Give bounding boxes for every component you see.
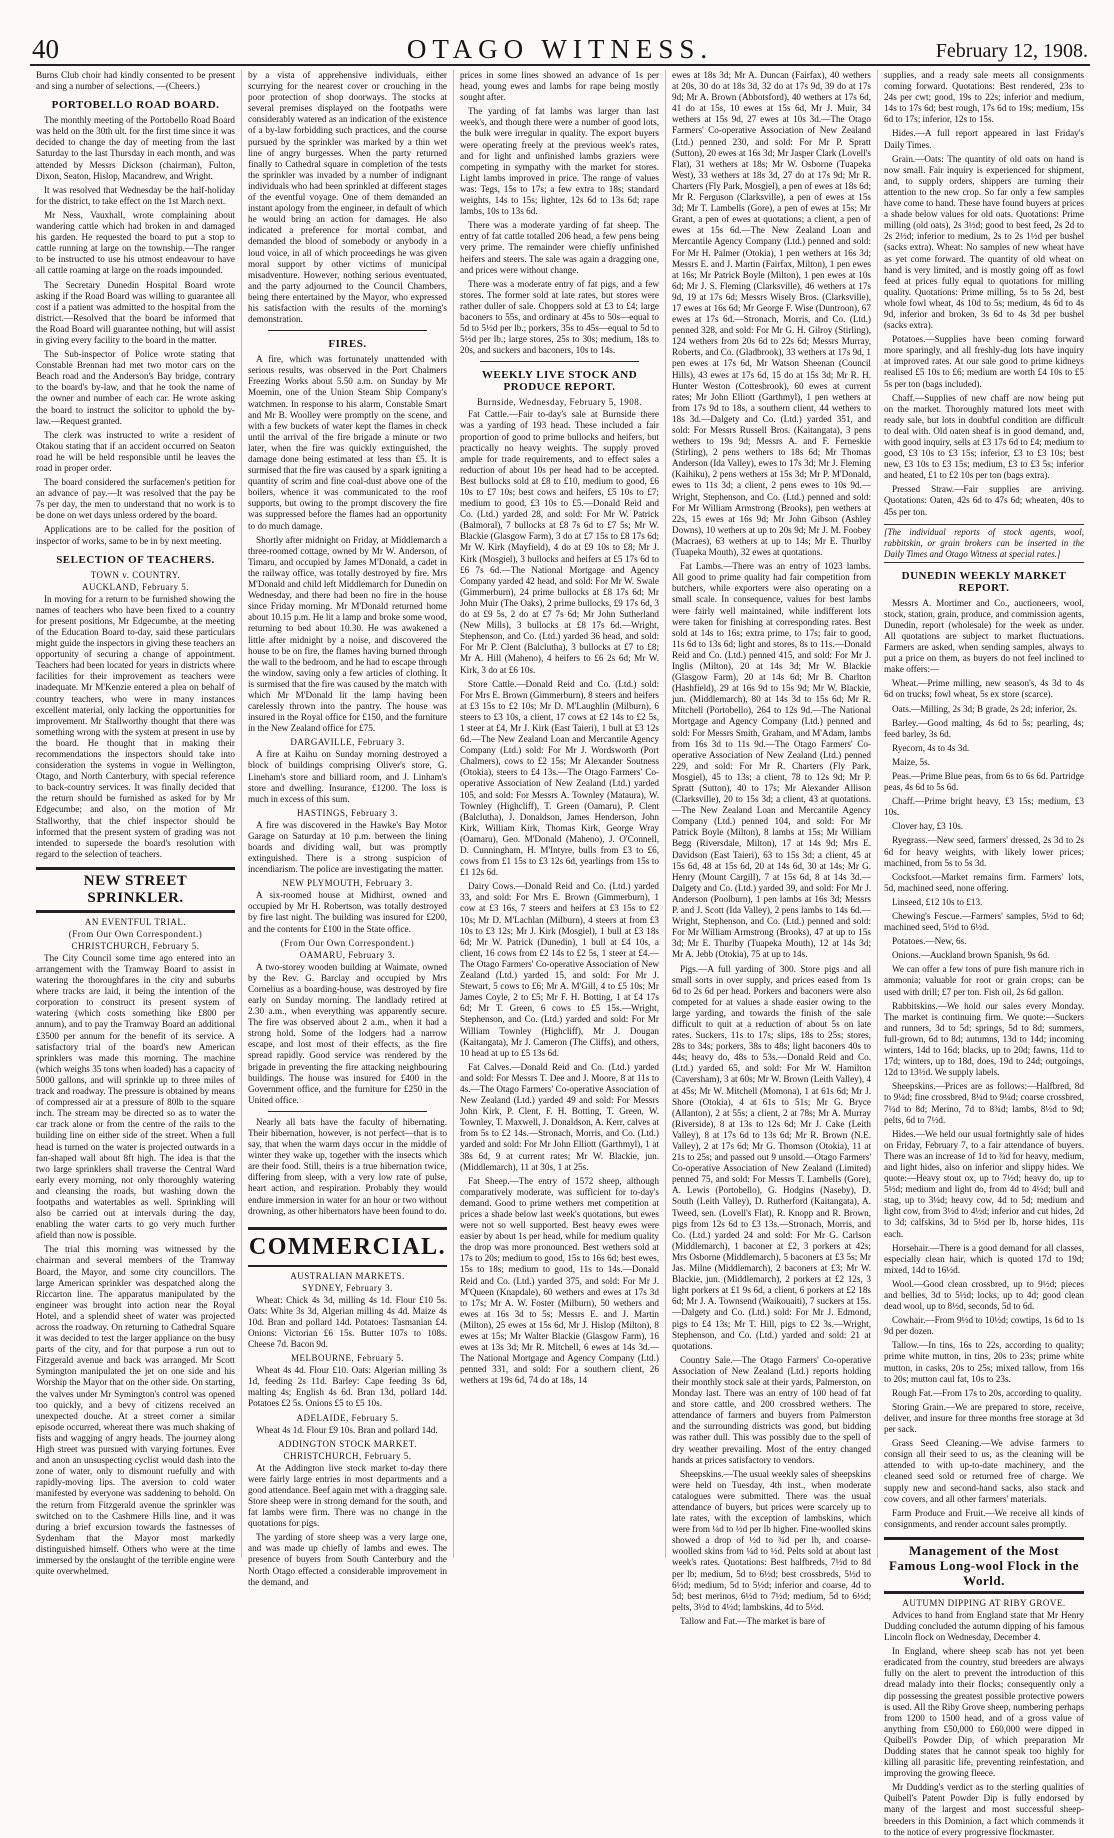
divider [268, 330, 427, 331]
article-text: Ryegrass.—New seed, farmers' dressed, 2s 3d to 2s 6d for heavy weights, with likely lower prices; machined, from 5s to 5s 3d. [884, 835, 1084, 868]
article-text: We can offer a few tons of pure fish manure rich in ammonia; valuable for root or grain crops; can be used with drill; £7 per ton. Fish oil, 2s 6d gallon. [884, 964, 1084, 997]
article-text: Sheepskins.—The usual weekly sales of sheepskins were held on Tuesday, 4th inst., when moderate catalogues were submitted. There was the usual attendance of buyers, but prices were scarcely up to late rates, with the exception of lambskins, which were from ¼d to ½d per lb higher. Fine-woolled skins showed a drop of ½d to ¾d per lb, and coarse-woolled skins from ¼d to ½d. Pelts sold at about last week's rates. Quotations: Best halfbreds, 7½d to 8d per lb; medium, 5d to 6½d; best crossbreds, 5½d to 6½d; medium, 5d to 5½d; inferior and coarse, 4d to 5d; best merinos, 6½d to 7½d; medium, 5d to 6½d; pelts, 3½d to 4½d; lambskins, 4d to 5½d. [672, 1468, 871, 1612]
article-text: Fat Sheep.—The entry of 1572 sheep, although comparatively moderate, was sufficient for to-day's demand. Good to prime wethers met competition at prices a shade below last week's quotations, but ewes were not so well supported. Best heavy ewes were easier by about 1s per head, while for medium quality the drop was more pronounced. Best wethers sold at 17s to 20s; medium to good, 15s to 16s 6d; best ewes, 15s to 18s; medium to good, 11s to 14s.—Donald Reid and Co. (Ltd.) yarded 375, and sold: For Mr J. M'Queen (Knapdale), 60 wethers and ewes at 17s 3d to 17s; Mr A. W. Foster (Milburn), 50 wethers and ewes at 16s 3d to 5s; Messrs E. and J. Martin (Milton), 25 ewes at 15s 6d, Mr J. Hislop (Milton), 8 ewes at 15s; Mr Walter Blackie (Glasgow Farm), 16 ewes at 13s 3d; Mr R. Mitchell, 6 ewes at 14s 3d.—The National Mortgage and Agency Company (Ltd.) penned 331, and sold: For a southern client, 26 wethers at 19s 6d, 74 do at 18s, 14 [460, 1175, 659, 1386]
special-rates-notice: [The individual reports of stock agents, wool, rabbitskin, or grain brokers can be inserted in the Daily Times and Otago Witness at special rates.] [884, 524, 1084, 563]
article-text: Ryecorn, 4s to 4s 3d. [892, 742, 970, 753]
article-text: The monthly meeting of the Portobello Road Board was held on the 30th ult. for the first time since it was decided to change the day of meeting from the last Saturday to the last Thursday in each month, and was attended by Messrs Dickson (chairman), Fulton, Dixon, Seaton, Hislop, Macandrew, and Wright. [36, 115, 235, 181]
article-text: In moving for a return to be furnished showing the names of teachers who have been fixed to a country for present positions, Mr Edgecumbe, at the meeting of the Education Board to-day, said these particulars might guide the inspectors in giving these teachers an opportunity of securing a change of appointment. Teachers had been located for years in districts where facilities for their improvement as teachers were inadequate. Mr M'Kenzie entered a plea on behalf of country teachers, who were in many instances excellent material, only lacking the opportunities for improvement. Mr Stallworthy thought that there was something wrong with the system at present in use by the board. He thought that in making their recommendations the inspectors should take into consideration the systems in vogue in Wellington, Otago, and North Canterbury, with special reference to back-country services. It was finally decided that the return should be furnished as asked for by Mr Edgecumbe; and also, on the motion of Mr Stallworthy, that the chief inspector should be informed that the present system of grading was not intended to supersede the board's resolution with regard to the selection of teachers. [36, 593, 235, 859]
article-text: Pigs.—A full yarding of 300. Store pigs and all small sorts in over supply, and prices eased from 1s 6d to 2s 6d per head. Porkers and baconers were also competed for at values a shade easier owing to the large yarding, and towards the finish of the sale difficult to quit at a reduction of about 5s on late rates. Suckers, 11s to 17s; slips, 18s to 25s; stores, 28s to 34s; porkers, 38s to 48s; light baconers 40s to 44s; heavy do, 48s to 53s.—Donald Reid and Co. (Ltd.) yarded 65, and sold: For Mr W. Hamilton (Caversham), 3 at 60s; Mr W. Brown (Leith Valley), 4 at 45s; Mr W. Mitchell (Momona), 1 at 61s 6d; Mr J. Shore (Otokia), 4 at 61s to 51s; Mr G. Bryce (Allanton), 2 at 55s; a client, 2 at 78s; Mr A. Murray (Riverside), 8 at 13s to 12s 6d; Mr J. Cake (Leith Valley), 8 at 17s 6d to 13s 6d; Mr R. Brown (N.E. Valley), 2 at 17s 6d; Mr G. Thomson (Otokia), 11 at 21s to 25s; and passed out 9 unsold.—Otago Farmers' Co-operative Association of New Zealand (Limited) penned 75, and sold: For Messrs T. Lambells (Gore), A. Lewis (Portobello), G. Hodgins (Naseby), D. South (Leith Valley), D. Rutherford (Kaitangata), A. Tweed, sen. (Lovell's Flat), R. Knopp and R. Brown, pigs from 12s 6d to £3 13s.—Stronach, Morris, and Co. (Ltd.) yarded 24 and sold: For Mr G. Carlson (Middlemarch), 1 baconer at £2, 3 porkers at 42s; Mrs Osborne (Middlemarch), 5 baconers at £3 5s; Mr Jas. Milne (Middlemarch), 2 baconers at £3; Mr W. Blackie, jun. (Middlemarch), 2 porkers at £2 12s, 3 light porkers at £1 9s 6d, a client, 6 porkers at £2 18s 6d; Mr J. A. Townsend (Waikouaiti), 7 suckers at 15s.—Dalgety and Co. (Ltd.) sold: For Mr J. Edmond, pigs to £4 13s; Mr T. Hill, pigs to £2 3s.—Wright, Stephenson, and Co. (Ltd.) yarded and sold: 21 at quotations. [672, 963, 871, 1351]
dateline: DARGAVILLE, February 3. [290, 737, 405, 748]
article-text: by a vista of apprehensive individuals, either scurrying for the nearest cover or crouching in the poor protection of shop doorways. The stocks at several premises displayed on the footpaths were considerably watered as an indication of the existence of a by-law forbidding such practices, and the course pursued by the sprinkler was marked by a thin wet line of angry burgesses. When the party returned finally to Cathedral square in completion of the tests the sprinkler was invaded by a number of indignant individuals who had been sprinkled at different stages of the eventful voyage. One of them demanded an instant apology from the engineer, in default of which he would bring an action for damages. He also indicated a preference for mortal combat, and demanded the blood of somebody or anybody in a loud voice, in all of which proceedings he was given moral support by other victims of municipal misadventure. However, nothing serious eventuated, and the party adjourned to the Council Chambers, being there entertained by the Mayor, who expressed his satisfaction with the results of the morning's demonstration. [248, 70, 447, 325]
article-text: Oats.—Milling, 2s 3d; B grade, 2s 2d; inferior, 2s. [892, 703, 1078, 714]
article-text: prices in some lines showed an advance of 1s per head, young ewes and lambs for rape being mostly sought after. [460, 70, 659, 103]
article-text: Grain.—Oats: The quantity of old oats on hand is now small. Fair inquiry is experienced for shipment, and, to supply orders, shippers are turning their attention to the new crop. So far only a few samples have come to hand. These have found buyers at prices a shade below values for old oats. Quotations: Prime milling (old oats), 2s 3½d; good to best feed, 2s 2d to 2s 2½d; inferior to medium, 2s to 2s 1½d per bushel (sacks extra). Wheat: No samples of new wheat have as yet come forward. The quantity of old wheat on hand is very limited, and is mostly going off as fowl feed at prices fully equal to quotations for milling quality. Quotations: Prime milling, 5s to 5s 2d, best whole fowl wheat, 4s 10d to 5s; medium, 4s 6d to 4s 9d, inferior and broken, 3s 6d to 4s 3d per bushel (sacks extra). [884, 153, 1084, 331]
article-text: Barley.—Good malting, 4s 6d to 5s; pearling, 4s; feed barley, 3s 6d. [884, 717, 1084, 739]
column-4 [666, 70, 878, 1626]
article-text: Chewing's Fescue.—Farmers' samples, 5½d to 6d; machined seed, 5½d to 6½d. [884, 911, 1084, 933]
article-text: A six-roomed house at Midhirst, owned and occupied by Mr H. Robertson, was totally destroyed by fire last night. The building was insured for £200, and the contents for £100 in the State office. [248, 890, 447, 934]
article-text: Fat Lambs.—There was an entry of 1023 lambs. All good to prime quality had fair competition from butchers, while exporters were also operating on a small scale. In consequence, values for best lambs were fairly well maintained, while indifferent lots were taken for finishing at corresponding rates. Best sold at 14s to 16s; extra prime, to 17s; fair to good, 11s 6d to 13s 6d; light and stores, 8s to 11s.—Donald Reid and Co. (Ltd.) penned 415, and sold: For Mr J. Inglis (Milton), 20 at 14s 3d; Mr W. Blackie (Glasgow Farm), 20 at 14s 6d; Mr B. Charlton (Hashfield), 29 at 16s 9d to 15s 9d; Mr W. Blackie, jun. (Middlemarch), 80 at 14s 3d to 15s 6d; Mr R. Mitchell (Portobello), 264 to 12s 9d.—The National Mortgage and Agency Company (Ltd.) penned and sold: For Messrs Smith, Graham, and M'Adam, lambs from 16s 3d to 11s 9d.—The Otago Farmers' Co-operative Association of New Zealand (Ltd.) penned 229, and sold: For Mr R. Charters (Fly Park, Mosgiel), 45 to 13s; a client, 78 to 12s 9d; Mr P. Spratt (Sutton), 40 to 17s; Mr Alexander Allison (Clarksville), 20 to 15s 3d; a client, 43 at quotations.—The New Zealand Loan and Mercantile Agency Company (Ltd.) penned 104, and sold: For Mr Patrick Boyle (Milton), 8 lambs at 15s; Mr William Begg (Riversdale, Milton), 17 at 14s 9d; Mrs E. Davidson (East Taieri), 63 to 15s 3d; a client, 45 at 15s 6d, 48 at 15s 6d, 20 at 14s 6d, 30 at 14s; Mr G. Henry (Mount Cargill), 7 at 15s 6d, 8 at 14s 3d.—Dalgety and Co. (Ltd.) yarded 39, and sold: For Mr J. Anderson (Poolburn), 1 pen lambs at 16s 3d; Messrs P. and J. Scott (Ida Valley), 2 pens lambs to 14s 6d.—Wright, Stephenson, and Co. (Ltd.) penned and sold: For Mr William Armstrong (Brooks), 47 at up to 15s 3d; Mr E. Thurlby (Tuapeka Mouth), 12 at 14s 3d; Mr A. Jebb (Otokia), 75 at up to 14s. [672, 561, 871, 960]
article-text: Potatoes.—New, 6s. [892, 936, 967, 947]
divider [268, 1111, 427, 1112]
article-text: Chaff.—Prime bright heavy, £3 15s; medium, £3 10s. [884, 796, 1084, 818]
headline-selection-of-teachers: SELECTION OF TEACHERS. [56, 553, 215, 566]
article-text: Onions.—Auckland brown Spanish, 9s 6d. [892, 950, 1050, 961]
article-text: Grass Seed Cleaning.—We advise farmers to consign all their seed to us, as the cleaning will be attended to with up-to-date machinery, and the cleaned seed sold or returned free of charge. We supply new and second-hand sacks, also stack and cow covers, and all other farmers' materials. [884, 1438, 1084, 1504]
article-text: Mr Dudding's verdict as to the sterling qualities of Quibell's Patent Powder Dip is fully endorsed by many of the largest and most successful sheep-breeders in this Dominion, a fact which commends it to the notice of every progressive flockmaster. [884, 1782, 1084, 1837]
headline-portobello-road-board: PORTOBELLO ROAD BOARD. [51, 99, 220, 112]
article-text: A fire, which was fortunately unattended with serious results, was observed in the Port Chalmers Freezing Works about 5.50 a.m. on Sunday by Mr Moemin, one of the Union Steam Ship Company's watchmen. In response to his alarm, Constable Smart and Mr B. Woolley were promptly on the scene, and with a few buckets of water kept the flames in check until the arrival of the fire brigade a minute or two later, when the fire was quickly extinguished, the damage done being estimated at less than £5. It is surmised that the fire was caused by a spark igniting a quantity of scrim and fine coal-dust above one of the boilers, whence it was communicated to the roof supports, but owing to the prompt discovery the fire was suppressed before the flames had an opportunity to do much damage. [248, 354, 448, 531]
article-text: Wheat 4s 4d. Flour £10. Oats: Algerian milling 3s 1d, feeding 2s 11d. Barley: Cape feeding 3s 6d, malting 4s; English 4s 6d. Bran 13d, pollard 14d. Potatoes £2 5s. Onions £5 to £5 10s. [248, 1365, 447, 1409]
article-text: Store Cattle.—Donald Reid and Co. (Ltd.) sold: For Mrs E. Brown (Gimmerburn), 8 steers and heifers at £3 15s to £2 10s; Mr D. M'Laughlin (Milburn), 6 steers to £3 10s, a client, 17 cows at £2 14s to £2 5s, 1 steer at £4, Mr J. Kirk (East Taieri), 1 bull at £3 12s 6d.—The New Zealand Loan and Mercantile Agency Company (Ltd.) sold: For Mr J. Wordsworth (Port Chalmers), cows to £2 15s; Mr Alexander Soutness (Otokia), steers to £4 13s.—The Otago Farmers' Co-operative Association of New Zealand (Ltd.) yarded 105, and sold: For Messrs A. Townley (Mataura), W. Townley (Highcliff), T. Green (Oamaru), P. Clent (Balclutha), J. Donaldson, James Henderson, John Kirk, William Kirk, Thomas Kirk, George Wray (Oamaru), Geo. M'Donald (Maheno), J. O'Connell, D. Cunningham, H. M'Intyre, bulls from £3 to £6, cows from £1 15s to £3 12s 6d, yearlings from 15s to £1 12s 6d. [460, 678, 659, 878]
article-text: Burns Club choir had kindly consented to be present and sing a number of selections. —(Cheers.) [36, 70, 235, 92]
article-text: The Secretary Dunedin Hospital Board wrote asking if the Road Board was willing to guarantee all cost if a patient was admitted to the hospital from the district.—Resolved that the board be informed that the Road Board will guarantee nothing, but will assist in giving every facility to the board in the matter. [36, 279, 235, 345]
article-text: Tallow.—In tins, 16s to 22s, according to quality; prime white mutton, in tins, 20s to 23s; prime white mutton, in casks, 20s to 25s; mixed tallow, from 16s to 20s; mutton caul fat, 10s to 23s. [884, 1340, 1084, 1384]
article-text: The clerk was instructed to write a resident of Otakou stating that if an accident occurred on Seaton road he will be held responsible until he leaves the road in proper order. [36, 429, 235, 473]
article-text: Pressed Straw.—Fair supplies are arriving. Quotations: Oaten, 42s 6d to 47s 6d; wheaten, 40s to 45s per ton. [884, 484, 1084, 517]
dateline: OAMARU, February 3. [299, 949, 396, 960]
column-1 [30, 70, 242, 1577]
byline: (From Our Own Correspondent.) [68, 928, 203, 939]
article-text: Hides.—A full report appeared in last Friday's Daily Times. [884, 128, 1084, 150]
article-text: The yarding of store sheep was a very large one, and was made up chiefly of lambs and ewes. The presence of buyers from South Canterbury and the North Otago effected a considerable improvement in the demand, and [248, 1532, 447, 1587]
dateline: SYDNEY, February 3. [302, 1282, 393, 1293]
article-text: Fat Calves.—Donald Reid and Co. (Ltd.) yarded and sold: For Messrs T. Dee and J. Moore, 8 at 11s to 4s.—The Otago Farmers' Co-operative Association of New Zealand (Ltd.) yarded 49 and sold: For Messrs John Kirk, P. Clent, F. H. Botting, T. Green, W. Townley, T. Maxwell, J. Donaldson, A. Kerr, calves at from 5s to £2 14s.—Stronach, Morris, and Co. (Ltd.) yarded and sold: For Mr John Elliott (Garthmyl), 1 at 38s 6d, 9 at current rates; Mr W. Blackie, jun. (Middlemarch), 11 at 30s, 1 at 25s. [460, 1061, 659, 1172]
subheading: ADDINGTON STOCK MARKET. [278, 1438, 417, 1449]
article-text: A fire was discovered in the Hawke's Bay Motor Garage on Saturday at 10 p.m. between the lining boards and dividing wall, but was promptly extinguished. There is a strong suspicion of incendiarism. The police are investigating the matter. [248, 819, 447, 875]
article-text: Potatoes.—Supplies have been coming forward more sparingly, and all freshly-dug lots have inquiry at improved rates. At our sale good to prime kidneys realised £5 10s to £6; medium are worth £4 10s to £5 5s per ton (bags included). [884, 334, 1084, 389]
dateline: AUCKLAND, February 5. [82, 581, 189, 592]
column-5 [878, 70, 1090, 1837]
headline-new-street-sprinkler: NEW STREET SPRINKLER. [36, 867, 235, 913]
article-text: Cowhair.—From 9½d to 10½d; cowtips, 1s 6d to 1s 9d per dozen. [884, 1315, 1084, 1337]
article-text: Rabbitskins.—We hold our sales every Monday. The market is continuing firm. We quote:—Suckers and runners, 3d to 5d; springs, 5d to 8d; summers, full-grown, 6d to 8d; autumns, 13d to 14d; incoming winters, 14d to 16d; blacks, up to 20d; fawns, 11d to 17d; winters, up to 18d, does, 19d to 24d; outgoings, 12d to 13½d. We supply labels. [884, 1000, 1084, 1078]
headline-commercial: COMMERCIAL. [248, 1227, 447, 1267]
article-text: Peas.—Prime Blue peas, from 6s to 6s 6d. Partridge peas, 4s 6d to 5s 6d. [884, 770, 1084, 793]
article-columns [30, 70, 1090, 1837]
article-text: Nearly all bats have the faculty of hibernating. Their hibernation, however, is not perfect—that is to say, that when the warm days occur in the middle of winter they wake up, together with the insects which are their food. Still, theirs is a true hibernation twice, differing from sleep, with a very low rate of pulse, heart action, and respiration. Probably they would endure immersion in water for an hour or two without drowning, as other hibernators have been found to do. [248, 1116, 447, 1216]
article-text: Dairy Cows.—Donald Reid and Co. (Ltd.) yarded 33, and sold: For Mrs E. Brown (Gimmerburn), 1 cow at £3 16s, 7 steers and heifers at £3 15s to £2 10s; Mr D. M'Lachlan (Milburn), 4 steers at from £3 10s to £3 12s; Mr J. Kirk (Mosgiel), 1 bull at £3 18s 6d; Mr W. Patrick (Dunedin), 1 bull at £4 10s, a client, 16 cows from £2 14s to £2 5s, 1 steer at £4.—The Otago Farmers' Co-operative Association of New Zealand (Ltd.) yarded 15, and sold: For Mr J. Stewart, 5 cows to £6; Mr A. M'Gill, 4 to £5 10s; Mr James Coyle, 2 to £5; Mr F. H. Botting, 1 at £4 17s 6d; Mr T. Green, 6 cows to £5 15s.—Wright, Stephenson, and Co. (Ltd.) yarded and sold: For Mr William Townley (Highcliff), Mr J. Dougan (Kaitangata), Mr J. Cameron (The Cliffs), and others, 10 head at up to £5 13s 6d. [460, 881, 659, 1058]
article-text: Wool.—Good clean crossbred, up to 9½d; pieces and bellies, 3d to 5½d; locks, up to 4d; good clean dead wool, up to 8½d, seconds, 5d to 6d. [884, 1278, 1084, 1312]
subheading: AUSTRALIAN MARKETS. [290, 1270, 405, 1281]
column-2 [242, 70, 454, 1587]
article-text: Applications are to be called for the position of inspector of works, same to be in by next meeting. [36, 524, 235, 546]
subheading: AUTUMN DIPPING AT RIBY GROVE. [902, 1597, 1066, 1608]
article-text: The yarding of fat lambs was larger than last week's, and though there were a number of good lots, the bulk were irregular in quality. The export buyers were operating freely at the previous week's rates, and for light and unfinished lambs graziers were competing in sympathy with the market for stores. Light lambs improved in price. The range of values was: Tegs, 15s to 17s; a few extra to 18s; standard weights, 14s to 15s; lighter, 12s 6d to 13s 6d; rape lambs, 10s to 13s 6d. [460, 106, 659, 217]
masthead [30, 12, 1090, 66]
article-text: Wheat 4s 1d. Flour £9 10s. Bran and pollard 14d. [256, 1424, 438, 1435]
article-text: Hides.—We held our usual fortnightly sale of hides on Friday, February 7, to a fair attendance of buyers. There was an increase of 1d to ¾d for heavy, medium, and light hides, also on inferior and slippy hides. We quote:—Heavy stout ox, up to 7½d; heavy do, up to 5½d; medium and light do, from 4d to 4½d; bull and stag, up to 3¼d; heavy cow, 4d to 5d; medium and light cow, from 3½d to 4½d; inferior and cut hides, 2d to 3d; calfskins, 3d to 5½d per lb, horse hides, 11s each. [884, 1128, 1084, 1239]
article-text: Messrs A. Mortimer and Co., auctioneers, wool, stock, station, grain, produce, and commission agents, Dunedin, report (wholesale) for the week as under. All quotations are subject to market fluctuations. Farmers are asked, when sending samples, always to put a price on them, as buyers do not feel inclined to make offers:— [884, 597, 1084, 675]
article-text: Country Sale.—The Otago Farmers' Co-operative Association of New Zealand (Ltd.) reports holding their monthly stock sale at their yards, Palmerston, on Monday last. There was an entry of 100 head of fat and store cattle, and 200 crossbred wethers. The attendance of farmers and buyers from Palmerston and the surrounding districts was good, but bidding was rather dull. This was possibly due to the spell of dry weather prevailing. Most of the entry changed hands at prices satisfactory to vendors. [672, 1354, 871, 1465]
subheading: AN EVENTFUL TRIAL. [84, 916, 187, 927]
article-text: ewes at 18s 3d; Mr A. Duncan (Fairfax), 40 wethers at 20s, 30 do at 18s 3d, 32 do at 17s 9d, 39 do at 17s 9d; Mr A. Brown (Abbotsford), 40 wethers at 17s 6d, 41 do at 15s, 10 ewes at 15s 6d, Mr J. Muir, 34 wethers at 15s 9d, 27 ewes at 10s 3d.—The Otago Farmers' Co-operative Association of New Zealand (Ltd.) penned 230, and sold: For Mr P. Spratt (Sutton), 20 ewes at 16s 3d; Mr Jasper Clark (Lovell's Flat), 31 wethers at 18s; Mr W. Osborne (Tuapeka West), 33 wethers at 18s 3d, 27 do at 17s 9d; Mr R. Charters (Fly Park, Mosgiel), a pen of ewes at 18s 6d; Mr R. Ferguson (Clarksville), a pen of ewes at 15s 3d; Mr T. Lambells (Gore), a pen of ewes at 15s; Mr Grant, a pen of ewes at quotations; a client, a pen of ewes at 15s 6d.—The New Zealand Loan and Mercantile Agency Company (Ltd.) penned and sold: For Mr H. Palmer (Otokia), 1 pen wethers at 16s 3d; Messrs E. and J. Martin (Fairfax, Milton), 1 pen ewes at 16s; Mr Patrick Boyle (Milton), 1 pen ewes at 10s 6d; Mr J. S. Fleming (Clarksville), 46 wethers at 17s 9d, 19 at 17s 6d; Messrs Wisely Bros. (Clarksville), 17 ewes at 16s 6d; Mr George F. Wise (Duntroon), 67 ewes at 17s 6d.—Stronach, Morris, and Co. (Ltd.) penned 328, and sold: For Mr G. H. Gilroy (Stirling), 124 wethers from 20s 6d to 22s 6d; Messrs Murray, Roberts, and Co. (Gladbrook), 33 wethers at 17s 9d, 1 pen ewes at 17s 6d, Mr Watson Sheenan (Council Hills), 43 ewes at 17s 6d, 15 do at 15s 3d; Mr R. H. Hunter Weston (Cottesbrook), 60 ewes at current rates; Mr John Elliott (Garthmyl), 1 pen wethers at from 17s 9d to 18s, a southern client, 44 wethers to 18s 3d.—Dalgety and Co. (Ltd.) yarded 351, and sold: For Messrs Russell Bros. (Kaitangata), 3 pens wethers to 19s 9d; Messrs A. and F. Ferneskie (Stirling), 2 pens wethers to 18s 6d; Mr Thomas Anderson (Ida Valley), ewes to 17s 3d; Mr J. Fleming (Kaihiku), 2 pens wethers at 15s 3d; Mr P. M'Donald, ewes to 11s 3d; a client, 2 pens ewes to 10s 9d.—Wright, Stephenson, and Co. (Ltd.) penned and sold: For Mr William Armstrong (Brooks), pen wethers at 22s, 15 ewes at 16s 9d; Mr John Gibson (Ashley Downs), 10 wethers at up to 20s 9d; Mr J. M. Foobey (Macraes), 63 wethers at up to 14s; Mr E. Thurlby (Tuapeka Mouth), 32 ewes at quotations. [672, 70, 871, 558]
dateline: HASTINGS, February 3. [297, 807, 398, 818]
article-text: Cocksfoot.—Market remains firm. Farmers' lots, 5d, machined seed, none offering. [884, 871, 1084, 893]
article-text: The trial this morning was witnessed by the chairman and several members of the Tramway Board, the Mayor, and some city councillors. The large American sprinkler was despatched along the Riccarton line. The apparatus manipulated by the engineer was brought into action near the Royal Hotel, and a splendid sheet of water was projected across the roadway. On returning to Cathedral Square it was decided to test the larger appliance on the busy parts of the city, and for that purpose a run out to Fitzgerald avenue and back was arranged. Mr Scott Symington manipulated the jet on one side and his Worship the Mayor that on the other side. On starting, the valves under Mr Symington's control was opened too quickly, and a bevy of citizens received an unexpected douche. At a street corner a similar episode occurred, whereat there was much shaking of fists and wagging of angry heads. The journey along High street was pursued with varying fortunes. Ever and anon an unsuspecting cyclist would dash into the zone of water, only to dismount ruefully and with rapidly-moving lips. The aversion to cold water manifested by everyone was saddening to behold. On the return from Fitzgerald avenue the sprinkler was switched on to the Cashmere Hills line, and it was during a brief excursion towards the fastnesses of Sydenham that the Mayor most markedly distinguished himself. Others who were at the time immersed by the onslaught of the terrible engine were quite overwhelmed. [36, 1244, 235, 1577]
article-text: Mr Ness, Vauxhall, wrote complaining about wandering cattle which had broken in and damaged his garden. He requested the board to put a stop to cattle running at large on the township.—The ranger to be instructed to use his utmost endeavour to have all cattle roaming at large on the roads impounded. [36, 209, 235, 276]
article-text: Farm Produce and Fruit.—We receive all kinds of consignments, and render account sales promptly. [884, 1507, 1084, 1529]
dateline: CHRISTCHURCH, February 5. [283, 1450, 412, 1461]
article-text: There was a moderate entry of fat pigs, and a few stores. The former sold at late rates, but stores were rather duller of sale. Choppers sold at £3 to £4; large baconers to 55s, and ordinary at 45s to 50s—equal to 5d to 5½d per lb.; porkers, 35s to 45s—equal to 5d to 5½d per lb.; large stores, 25s to 30s; medium, 18s to 20s, and suckers and baconers, 10s to 14s. [460, 278, 659, 356]
dateline: CHRISTCHURCH, February 5. [71, 940, 200, 951]
article-text: A fire at Kaihu on Sunday morning destroyed a block of buildings comprising Oliver's store, G. Lineham's store and billiard room, and J. Linham's store and dwelling. Insurance, £1200. The loss is much in excess of this sum. [248, 749, 447, 804]
article-text: In England, where sheep scab has not yet been eradicated from the country, stud breeders are always fully on the alert to prevent the introduction of this dread malady into their flocks; consequently only a dip possessing the greatest possible protective powers is used. All the Riby Grove sheep, numbering perhaps from 1200 to 1500 head, and of a gross value of anything from £50,000 to £60,000 were dipped in Quibell's Powder Dip, of which preparation Mr Dudding states that he cannot speak too highly for killing all parasitic life, preventing reinfestation, and improving the growing fleece. [884, 1646, 1084, 1779]
article-text: It was resolved that Wednesday be the half-holiday for the district, to take effect on the 1st March next. [36, 184, 235, 206]
article-text: Shortly after midnight on Friday, at Middlemarch a three-roomed cottage, owned by Mr W. Anderson, of Timaru, and occupied by James M'Donald, a cadet in the railway office, was totally destroyed by fire. Mrs M'Donald and child left Middlemarch for Dunedin on Wednesday, and there had been no fire in the house since Friday morning. Mr M'Donald returned home about 10.15 p.m. He lit a lamp and broke some wood, returning to bed about 10.30. He was awakened a little after midnight by a noise, and discovered the house to be on fire, the flames having burned through the wall to the bedroom, and he had to escape through the window, saving only a few articles of clothing. It is surmised that the fire was caused by the match with which Mr M'Donald lit the lamp having been carelessly thrown into the pantry. The house was insured in the Royal office for £150, and the furniture in the New Zealand office for £75. [248, 534, 447, 734]
article-text: Wheat: Chick 4s 3d, milling 4s 1d. Flour £10 5s. Oats: White 3s 3d, Algerian milling 4s 4d. Maize 4s 10d. Bran and pollard 14d. Potatoes: Tasmanian £4. Onions: Victorian £6 15s. Butter 107s to 108s. Cheese 7d. Bacon 9d. [248, 1294, 447, 1350]
article-text: Wheat.—Prime milling, new season's, 4s 3d to 4s 6d on trucks; fowl wheat, 5s ex store (scarce). [884, 678, 1084, 700]
article-text: Chaff.—Supplies of new chaff are now being put on the market. Thoroughly matured lots meet with ready sale, but lots in doubtful condition are difficult to deal with. Old oaten sheaf is in good demand, and, with good inquiry, sells at £3 17s 6d to £4; medium to good, £3 10s to £3 15s; inferior, £3 to £3 10s; best new, £3 10s to £3 15s; medium, £3 to £3 5s; inferior and heated, £1 to £2 10s per ton (bags extra). [884, 392, 1084, 481]
article-text: Clover hay, £3 10s. [892, 821, 964, 832]
column-3 [454, 70, 666, 1558]
article-text: Tallow and Fat.—The market is bare of [680, 1615, 826, 1626]
dateline: MELBOURNE, February 5. [291, 1353, 404, 1364]
byline: (From Our Own Correspondent.) [280, 937, 415, 948]
article-text: The board considered the surfacemen's petition for an advance of pay.—It was resolved that the pay be 7s per day, the men to understand that no work is to be done on wet days unless ordered by the board. [36, 477, 235, 521]
article-text: Horsehair.—There is a good demand for all classes, especially clean hair, which is quoted 17d to 19d; mixed, 14d to 16½d. [884, 1242, 1084, 1275]
article-text: The City Council some time ago entered into an arrangement with the Tramway Board to assist in watering the thoroughfares in the city and suburbs where tracks are laid, it being the intention of the corporation to construct its present system of watering (which costs something like £800 per annum), and to pay the Tramway Board an additional £3500 per annum for the benefit of its service. A satisfactory trial of the board's new American sprinklers was made this morning. The machine (which weighs 35 tons when loaded) has a capacity of 5000 gallons, and will sprinkle up to three miles of track and roadway. The pressure is obtained by means of compressed air at a pressure of 80lb to the square inch. The stream may be directed so as to water the car track alone or from the centre of the rails to the building line on either side of the street. When a full head is turned on the water is projected outwards in a fan-shaped wall about 8ft high. The idea is that the two large sprinklers shall traverse the Central Ward early every morning, not only thoroughly watering and cleansing the roads, but washing down the footpaths and watertables as well. Sprinkling will also be carried out at intervals during the day, enabling the water carts to go very much further afield than now is possible. [36, 952, 235, 1241]
dateline: ADELAIDE, February 5. [296, 1412, 399, 1423]
dateline: Burnside, Wednesday, February 5, 1908. [477, 397, 642, 408]
article-text: Advices to hand from England state that Mr Henry Dudding concluded the autumn dipping of his famous Lincoln flock on Wednesday, December 4. [884, 1609, 1084, 1643]
article-text: Rough Fat.—From 17s to 20s, according to quality. [892, 1387, 1082, 1398]
article-text: There was a moderate yarding of fat sheep. The entry of fat cattle totalled 206 head, a few pens being very prime. The remainder were chiefly unfinished heifers and steers. The sale was again a dragging one, and prices were without change. [460, 220, 659, 275]
paper-title: OTAGO WITNESS. [406, 34, 714, 64]
article-text: The Sub-inspector of Police wrote stating that Constable Brennan had met two motor cars on the Beach road and the Anderson's Bay bridge, contrary to the board's by-law, and that he took the name of the owner and number of each car. He wrote asking the board to instruct the solicitor to uphold the by-law.—Request granted. [36, 349, 235, 426]
article-text: At the Addington live stock market to-day there were fairly large entries in most departments and a good attendance. Beef again met with a dragging sale. Store sheep were in strong demand for the south, and fat lambs were firm. There was no change in the quotations for pigs. [248, 1462, 447, 1529]
issue-date: February 12, 1908. [935, 40, 1088, 62]
headline-dunedin-weekly-market-report: DUNEDIN WEEKLY MARKET REPORT. [901, 569, 1067, 594]
article-text: supplies, and a ready sale meets all consignments coming forward. Quotations: Best rendered, 23s to 24s per cwt; good, 19s to 22s; inferior and medium, 14s to 17s 6d; best rough, 17s 6d to 19s; medium, 15s 6d to 17s; inferior, 12s to 15s. [884, 70, 1084, 125]
article-text: Storing Grain.—We are prepared to store, receive, deliver, and insure for three months free storage at 3d per sack. [884, 1401, 1084, 1435]
subheading: TOWN v. COUNTRY. [90, 569, 181, 580]
divider [480, 361, 639, 362]
article-text: Fat Cattle.—Fair to-day's sale at Burnside there was a yarding of 193 head. These included a fair proportion of good to prime bullocks and heifers, but practically no heavy weights. The supply proved ample for trade requirements, and to effect sales a reduction of about 10s per head had to be accepted. Best bullocks sold at £8 to £10, medium to good, £6 10s to £7 10s; best cows and heifers, £5 10s to £7; medium to good, £3 10s to £5.—Donald Reid and Co. (Ltd.) yarded 28, and sold: For Mr W. Patrick (Balmoral), 7 bullocks at £8 7s 6d to £7 5s; Mr W. Blackie (Glasgow Farm), 3 do at £7 15s to £8 17s 6d; Mr W. Kirk (Mayfield), 4 do at £9 10s to £8; Mr J. Kirk (Mosgiel), 3 bullocks and heifers at £5 17s 6d to £6 7s 6d.—The National Mortgage and Agency Company yarded 42 head, and sold: For Mr W. Swale (Gimmerburn), 24 prime bullocks at £8 17s 6d; Mr John Muir (The Oaks), 2 prime bullocks, £9 17s 6d, 3 do at £9 5s, 2 do at £7 7s 6d; Mr John Sutherland (New Mills), 3 bullocks at £8 17s 6d.—Wright, Stephenson, and Co. (Ltd.) yarded 36 head, and sold: For Mr P. Clent (Balclutha), 3 bullocks at £7 to £8; Mr A. Hill (Maheno), 4 heifers to £6 2s 6d; Mr W. Kirk, 3 do at £6 10s. [460, 409, 659, 675]
article-text: A two-storey wooden building at Waimate, owned by the Rev. G. Barclay and occupied by Mrs Cornelius as a boarding-house, was destroyed by fire early on Sunday morning. The landlady retired at 2.30 a.m., when everything was apparently secure. The fire was observed about 2 a.m., when it had a strong hold. Some of the lodgers had a narrow escape, and lost most of their effects, as the fire spread rapidly. Good service was rendered by the brigade in preventing the fire attacking neighbouring buildings. The house was insured for £400 in the Government office, and the furniture for £250 in the United office. [248, 961, 447, 1105]
article-text: Maize, 5s. [892, 756, 931, 767]
headline-long-wool-flock: Management of the Most Famous Long-wool Flock in the World. [884, 1537, 1084, 1594]
dateline: NEW PLYMOUTH, February 3. [282, 878, 413, 889]
page-number: 40 [32, 34, 59, 64]
headline-weekly-live-stock-report: WEEKLY LIVE STOCK AND PRODUCE REPORT. [481, 369, 638, 394]
headline-fires: FIRES. [328, 338, 367, 351]
article-text: Linseed, £12 10s to £13. [892, 896, 983, 907]
article-text: Sheepskins.—Prices are as follows:—Halfbred, 8d to 9¼d; fine crossbred, 8¼d to 9¼d; coarse crossbred, 7¼d to 8d; Merino, 7d to 8¾d; lambs, 8½d to 9d; pelts, 6d to 7½d. [884, 1081, 1084, 1125]
